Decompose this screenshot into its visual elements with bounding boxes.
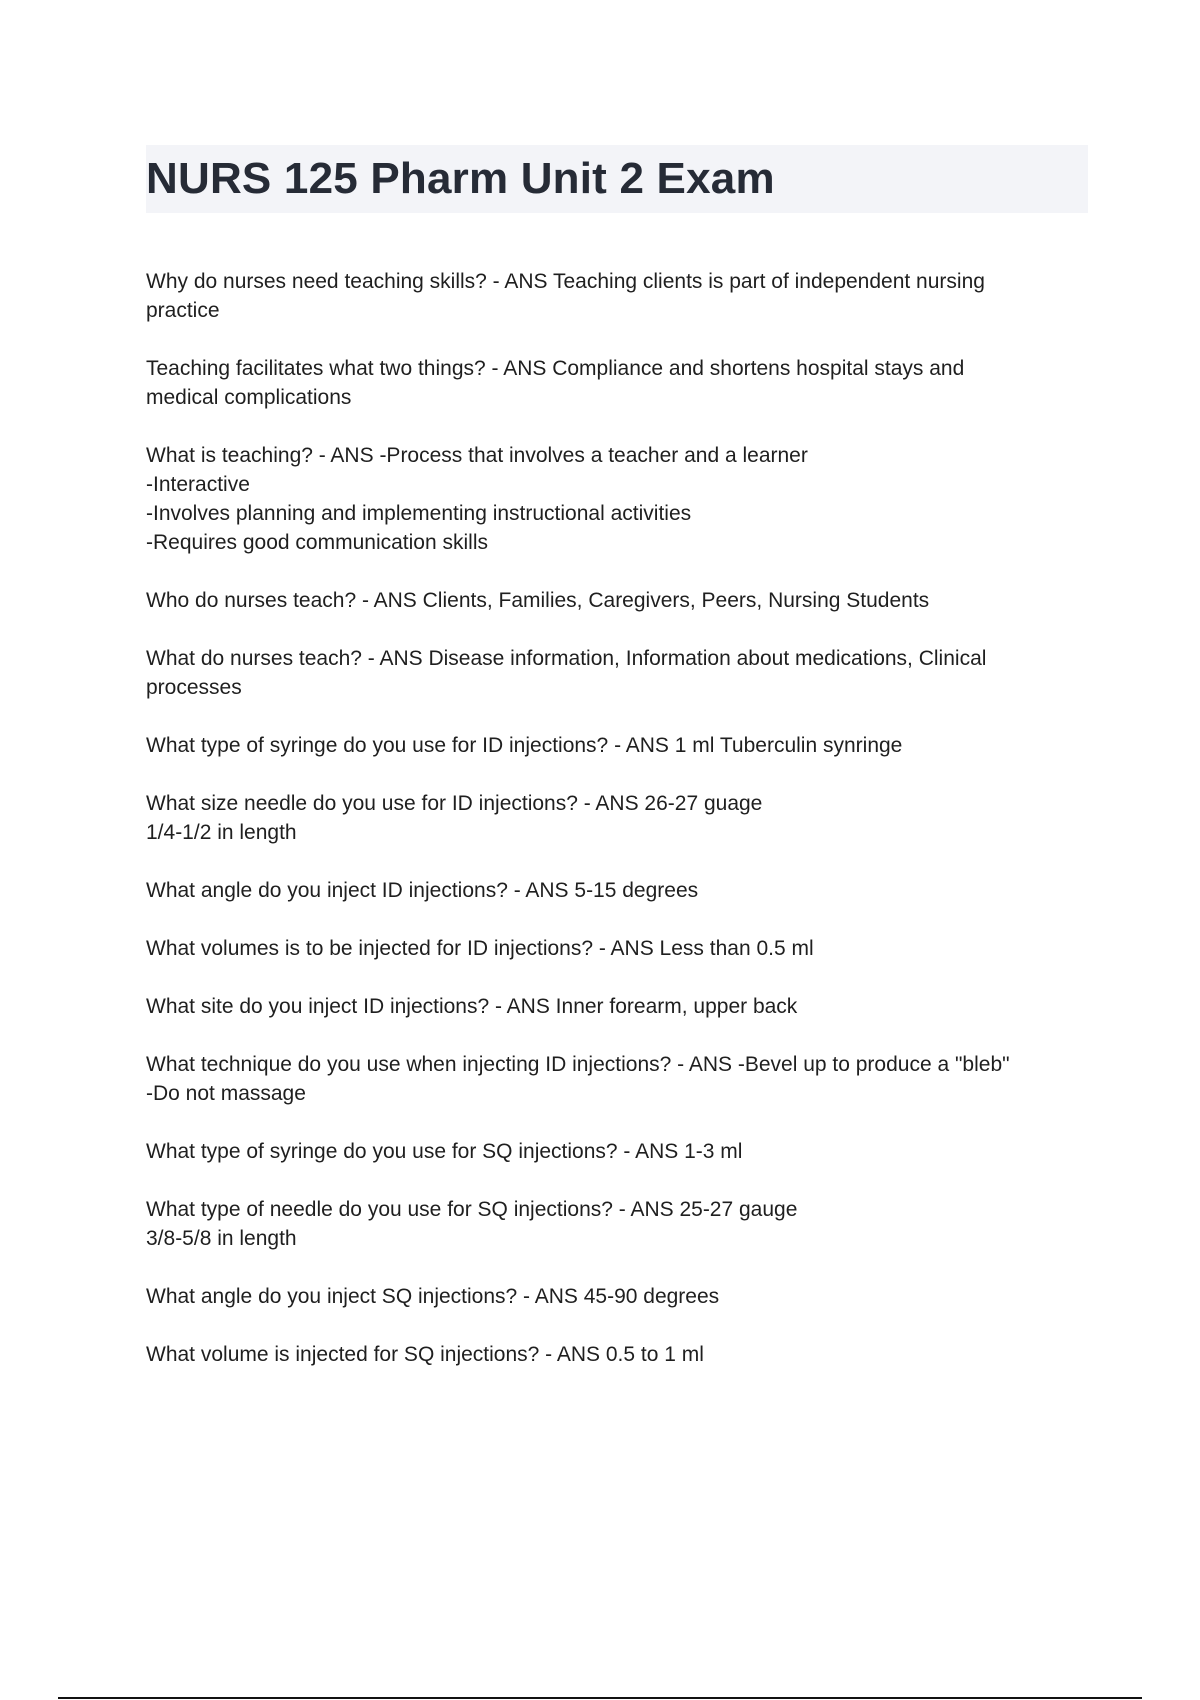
- qa-item: What site do you inject ID injections? - ANS Inner forearm, upper back: [146, 995, 798, 1018]
- qa-item: Teaching facilitates what two things? - ANS Compliance and shortens hospital stays and medical complications: [146, 357, 965, 409]
- qa-item: What is teaching? - ANS -Process that involves a teacher and a learner -Interactive -Involves planning and implementing instructional activities -Requires good communication skills: [146, 444, 808, 554]
- qa-item: Who do nurses teach? - ANS Clients, Families, Caregivers, Peers, Nursing Students: [146, 589, 930, 612]
- page-title: NURS 125 Pharm Unit 2 Exam: [146, 154, 775, 203]
- question-answer-list: [146, 267, 1086, 1398]
- footer-rule: [58, 1697, 1142, 1699]
- qa-item: What size needle do you use for ID injections? - ANS 26-27 guage 1/4-1/2 in length: [146, 792, 763, 844]
- title-banner: [146, 145, 1088, 213]
- qa-item: What angle do you inject ID injections? - ANS 5-15 degrees: [146, 879, 699, 902]
- qa-item: What volume is injected for SQ injections? - ANS 0.5 to 1 ml: [146, 1343, 704, 1366]
- qa-item: What volumes is to be injected for ID injections? - ANS Less than 0.5 ml: [146, 937, 814, 960]
- qa-item: Why do nurses need teaching skills? - ANS Teaching clients is part of independent nursing practice: [146, 270, 985, 322]
- qa-item: What type of syringe do you use for SQ injections? - ANS 1-3 ml: [146, 1140, 743, 1163]
- qa-item: What do nurses teach? - ANS Disease information, Information about medications, Clinical processes: [146, 647, 987, 699]
- qa-item: What type of syringe do you use for ID injections? - ANS 1 ml Tuberculin synringe: [146, 734, 903, 757]
- qa-item: What technique do you use when injecting ID injections? - ANS -Bevel up to produce a "bleb" -Do not massage: [146, 1053, 1010, 1105]
- qa-item: What angle do you inject SQ injections? - ANS 45-90 degrees: [146, 1285, 720, 1308]
- qa-item: What type of needle do you use for SQ injections? - ANS 25-27 gauge 3/8-5/8 in length: [146, 1198, 798, 1250]
